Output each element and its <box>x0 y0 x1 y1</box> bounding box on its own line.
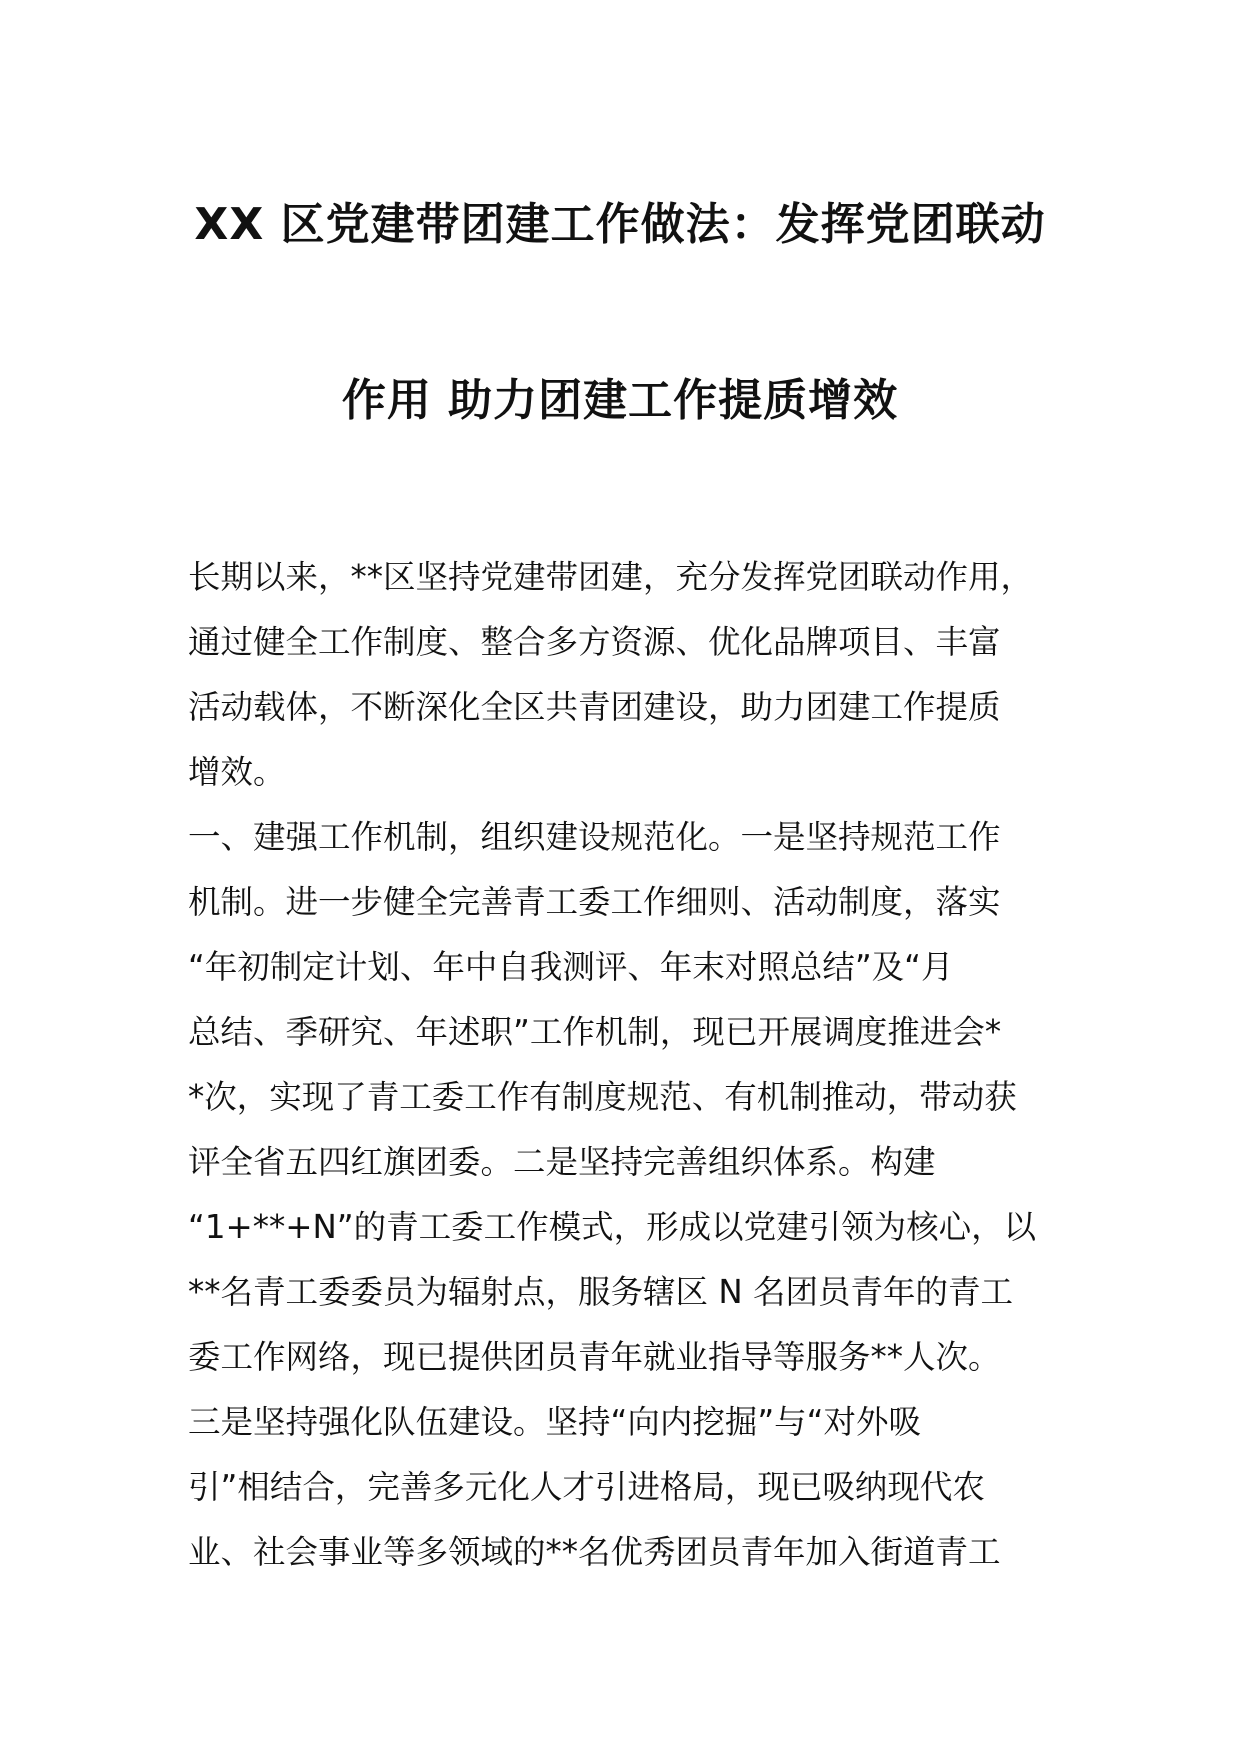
title-line-2: 作用 助力团建工作提质增效 <box>341 375 899 426</box>
body-line: 三是坚持强化队伍建设。坚持“向内挖掘”与“对外吸 <box>188 1403 922 1441</box>
body-line: 评全省五四红旗团委。二是坚持完善组织体系。构建 <box>188 1143 936 1181</box>
body-line: 活动载体，不断深化全区共青团建设，助力团建工作提质 <box>188 688 1001 726</box>
title-line-1: XX 区党建带团建工作做法：发挥党团联动 <box>194 199 1046 250</box>
body-line: 机制。进一步健全完善青工委工作细则、活动制度，落实 <box>188 883 1001 921</box>
body-line: “1+**+N”的青工委工作模式，形成以党建引领为核心，以 <box>188 1208 1037 1246</box>
body-line: 长期以来，**区坚持党建带团建，充分发挥党团联动作用， <box>188 558 1034 596</box>
body-line: “年初制定计划、年中自我测评、年末对照总结”及“月 <box>188 948 954 986</box>
body-line: 通过健全工作制度、整合多方资源、优化品牌项目、丰富 <box>188 623 1001 661</box>
body-line: 增效。 <box>188 753 286 791</box>
section-heading-line: 一、建强工作机制，组织建设规范化。一是坚持规范工作 <box>188 818 1001 856</box>
document-title <box>150 195 1090 431</box>
body-line: 总结、季研究、年述职”工作机制，现已开展调度推进会* <box>188 1013 1002 1051</box>
body-line: **名青工委委员为辐射点，服务辖区 N 名团员青年的青工 <box>188 1273 1013 1311</box>
document-body <box>188 545 1083 1585</box>
body-line: 业、社会事业等多领域的**名优秀团员青年加入街道青工 <box>188 1533 1001 1571</box>
body-line: 委工作网络，现已提供团员青年就业指导等服务**人次。 <box>188 1338 1001 1376</box>
body-line: *次，实现了青工委工作有制度规范、有机制推动，带动获 <box>188 1078 1017 1116</box>
body-line: 引”相结合，完善多元化人才引进格局，现已吸纳现代农 <box>188 1468 985 1506</box>
